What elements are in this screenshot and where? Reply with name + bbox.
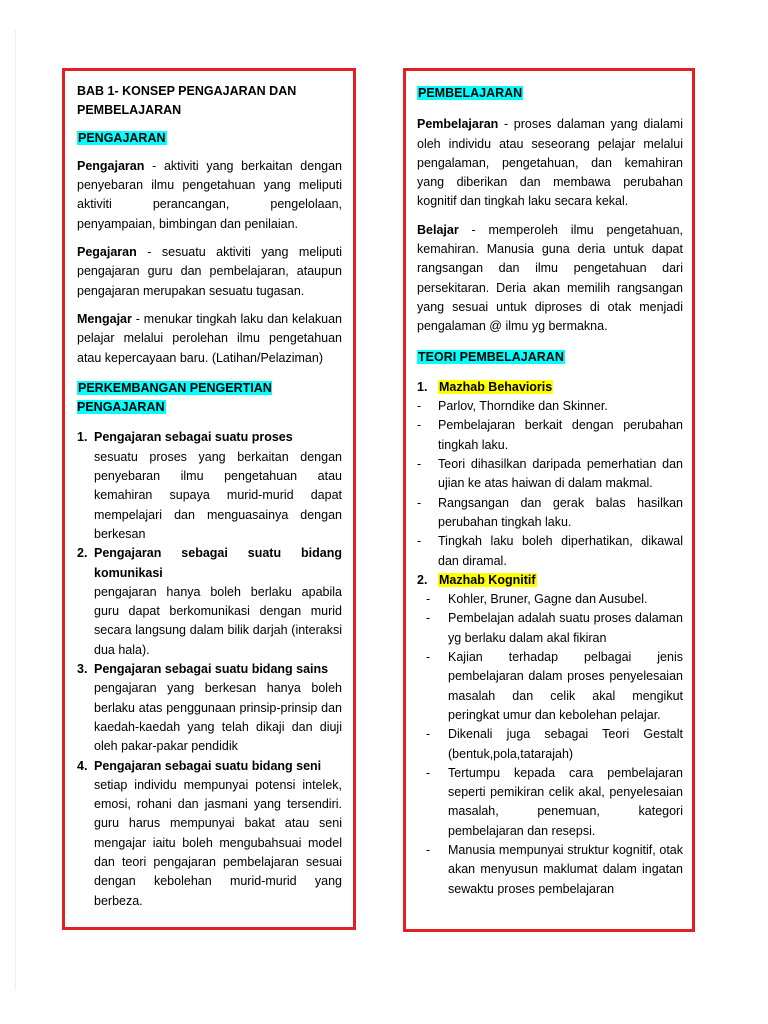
section-heading-teori: TEORI PEMBELAJARAN: [418, 349, 564, 364]
page-edge-line: [15, 30, 16, 990]
dash: -: [426, 727, 431, 742]
section-heading-perkembangan: PERKEMBANGAN PENGERTIAN PENGAJARAN: [77, 380, 272, 415]
list-item: [417, 416, 683, 455]
list-item: [417, 841, 683, 899]
list-item: [417, 609, 683, 648]
point-text: Dikenali juga sebagai Teori Gestalt (bentuk,pola,tatarajah): [448, 727, 683, 761]
dash: -: [426, 765, 431, 780]
definition-text: - memperoleh ilmu pengetahuan, kemahiran. Manusia guna deria untuk dapat rangsangan dan ilmu pengetahuan dari persekitaran. Deria akan memilih rangsangan yang sesuai untuk diproses di otak menjadi pengalaman @ ilmu yg bermakna.: [417, 222, 683, 334]
dash: -: [426, 592, 431, 607]
item-heading: Pengajaran sebagai suatu bidang sains: [94, 662, 329, 677]
item-text: setiap individu mempunyai potensi intelek, emosi, rohani dan jasmani yang tersendiri. guru harus mempunyai bakat atau seni mengajar iaitu boleh mengubahsuai model dan teori pengajaran pembelajaran sesuai dengan kebolehan murid-murid yang berbeza.: [94, 777, 342, 908]
item-number: 2.: [77, 546, 88, 561]
definition-mengajar: [77, 310, 342, 368]
point-text: Manusia mempunyai struktur kognitif, otak akan menyusun maklumat dalam ingatan sewaktu proses pembelajaran: [448, 842, 683, 896]
list-item: [77, 544, 342, 660]
dash: -: [417, 534, 422, 549]
dash: -: [426, 842, 431, 857]
point-text: Kajian terhadap pelbagai jenis pembelajaran dalam proses penyelesaian masalah dan celik akal mengikut peringkat umur dan kebolehan pelajar.: [448, 650, 683, 722]
term: Pengajaran: [77, 158, 145, 173]
section-heading-pembelajaran: PEMBELAJARAN: [418, 86, 523, 100]
item-text: pengajaran hanya boleh berlaku apabila guru dapat berkomunikasi dengan murid secara langsung dalam bilik darjah (interaksi dua hala).: [94, 584, 342, 657]
list-item: [417, 764, 683, 841]
point-text: Pembelajan adalah suatu proses dalaman yg berlaku dalam akal fikiran: [448, 611, 683, 645]
mazhab-title: Mazhab Kognitif: [439, 572, 536, 587]
perkembangan-list: [77, 428, 342, 910]
dash: -: [426, 611, 431, 626]
point-text: Rangsangan dan gerak balas hasilkan perubahan tingkah laku.: [438, 495, 683, 529]
mazhab-kognitif-heading: [417, 571, 683, 590]
section-heading-pengajaran: PENGAJARAN: [78, 130, 166, 145]
definition-pegajaran: [77, 243, 342, 301]
definition-pengajaran: [77, 157, 342, 234]
point-text: Tertumpu kepada cara pembelajaran seperti pemikiran celik akal, penyelesaian masalah, penemuan, kategori pembelajaran dan resepsi.: [448, 765, 683, 838]
point-text: Parlov, Thorndike dan Skinner.: [438, 399, 608, 414]
dash: -: [426, 650, 431, 665]
left-column-box: [62, 68, 356, 930]
term: Pegajaran: [77, 245, 137, 260]
point-text: Teori dihasilkan daripada pemerhatian dan ujian ke atas haiwan di dalam makmal.: [438, 457, 683, 491]
mazhab-number: 1.: [417, 379, 428, 394]
list-item: [77, 757, 342, 911]
point-text: Kohler, Bruner, Gagne dan Ausubel.: [448, 592, 648, 607]
list-item: [417, 648, 683, 725]
list-item: [417, 494, 683, 533]
list-item: [77, 428, 342, 544]
item-text: sesuatu proses yang berkaitan dengan penyebaran ilmu pengetahuan atau kemahiran supaya murid-murid dapat mempelajari dan menguasainya dengan berkesan: [94, 449, 342, 541]
kognitif-points: [417, 590, 683, 899]
dash: -: [417, 418, 422, 433]
definition-text: - menukar tingkah laku dan kelakuan pelajar melalui perolehan ilmu pengetahuan atau kepercayaan baru. (Latihan/Pelaziman): [77, 311, 342, 365]
term: Mengajar: [77, 311, 132, 326]
dash: -: [417, 495, 422, 510]
item-heading: Pengajaran sebagai suatu bidang komunikasi: [94, 546, 342, 580]
item-number: 1.: [77, 430, 88, 445]
dash: -: [417, 457, 422, 472]
item-heading: Pengajaran sebagai suatu proses: [94, 430, 293, 445]
chapter-title: BAB 1- KONSEP PENGAJARAN DAN PEMBELAJARAN: [77, 84, 297, 118]
right-column-box: [403, 68, 695, 932]
definition-pembelajaran: [417, 115, 683, 211]
item-heading: Pengajaran sebagai suatu bidang seni: [94, 758, 322, 773]
dash: -: [417, 399, 422, 414]
list-item: [417, 725, 683, 764]
point-text: Pembelajaran berkait dengan perubahan tingkah laku.: [438, 418, 683, 452]
list-item: [77, 660, 342, 756]
list-item: [417, 590, 683, 609]
definition-text: - proses dalaman yang dialami oleh individu atau seseorang pelajar melalui pengalaman, pengetahuan, dan kemahiran yang diberikan dan membawa perubahan kognitif dan tingkah laku secara kekal.: [417, 117, 683, 209]
list-item: [417, 397, 683, 416]
mazhab-number: 2.: [417, 572, 428, 587]
item-number: 3.: [77, 662, 88, 677]
list-item: [417, 532, 683, 571]
definition-text: - aktiviti yang berkaitan dengan penyebaran ilmu pengetahuan yang meliputi aktiviti perancangan, pengelolaan, penyampaian, bimbingan dan penilaian.: [77, 158, 342, 231]
definition-belajar: [417, 221, 683, 337]
item-text: pengajaran yang berkesan hanya boleh berlaku atas penggunaan prinsip-prinsip dan kaedah-kaedah yang telah dikaji dan diuji oleh pakar-pakar pendidik: [94, 681, 342, 754]
behavioris-points: [417, 397, 683, 571]
point-text: Tingkah laku boleh diperhatikan, dikawal dan diramal.: [438, 534, 683, 568]
item-number: 4.: [77, 758, 88, 773]
mazhab-behavioris-heading: [417, 378, 683, 397]
list-item: [417, 455, 683, 494]
term: Pembelajaran: [417, 117, 499, 132]
term: Belajar: [417, 222, 459, 237]
mazhab-title: Mazhab Behavioris: [439, 379, 553, 394]
definition-text: - sesuatu aktiviti yang meliputi pengajaran guru dan pembelajaran, ataupun pengajaran merupakan sesuatu tugasan.: [77, 245, 342, 298]
